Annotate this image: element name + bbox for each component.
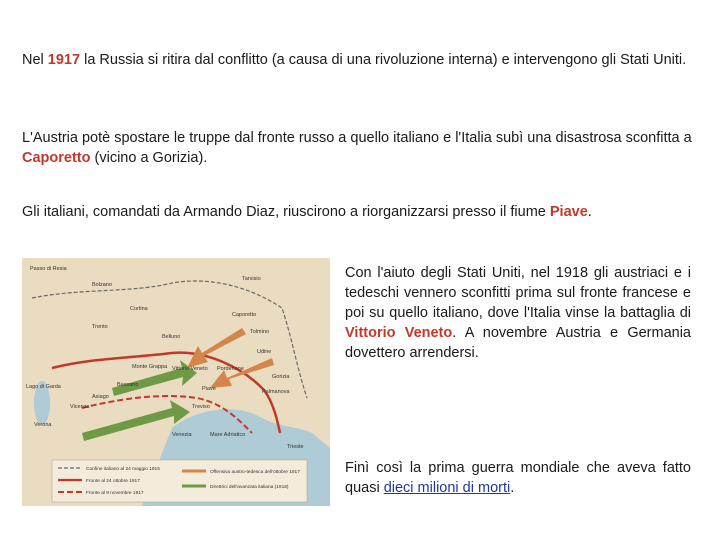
vittorio-post: . A novembre Austria e Germania dovettero arrendersi. xyxy=(345,325,691,361)
map-label: Mare Adriatico xyxy=(210,432,246,438)
map-legend-label: Fronte al 9 novembre 1917 xyxy=(86,491,144,496)
map-label: Venezia xyxy=(172,432,192,438)
fine-pre: Finì così la prima guerra mondiale che aveva fatto quasi xyxy=(345,460,691,496)
intro-post: la Russia si ritira dal conflitto (a causa di una rivoluzione interna) e intervengono gli Stati Uniti. xyxy=(80,52,687,68)
map-label: Verona xyxy=(34,422,52,428)
map-label: Asiago xyxy=(92,394,109,400)
piave-highlight: Piave xyxy=(549,204,588,220)
caporetto-highlight: Caporetto xyxy=(22,150,91,166)
vittorio-paragraph xyxy=(345,263,691,363)
map-label: Lago di Garda xyxy=(26,384,61,390)
morti-link[interactable]: dieci milioni di morti xyxy=(383,480,511,496)
map-label: Bolzano xyxy=(92,282,112,288)
map-label: Vicenza xyxy=(70,404,90,410)
map-label: Pordenone xyxy=(217,366,244,372)
piave-pre: Gli italiani, comandati da Armando Diaz, riuscirono a riorganizzarsi presso il fiume xyxy=(22,204,550,220)
intro-pre: Nel xyxy=(22,52,48,68)
map-label: Cortina xyxy=(130,306,148,312)
caporetto-pre: L'Austria potè spostare le truppe dal fronte russo a quello italiano e l'Italia subì una disastrosa sconfitta a xyxy=(22,130,692,146)
map-label: Tarvisio xyxy=(242,276,261,282)
map-label: Trento xyxy=(92,324,108,330)
piave-paragraph xyxy=(22,202,712,222)
map-label: Treviso xyxy=(192,404,210,410)
caporetto-paragraph xyxy=(22,128,712,168)
map-legend-label: Confine italiano al 24 maggio 1915 xyxy=(86,467,160,472)
fine-paragraph xyxy=(345,458,691,498)
map-label: Gorizia xyxy=(272,374,290,380)
map-label: Monte Grappa xyxy=(132,364,168,370)
map-label: Belluno xyxy=(162,334,181,340)
map-legend-label: Fronte al 24 ottobre 1917 xyxy=(86,479,140,484)
vittorio-highlight: Vittorio Veneto xyxy=(345,325,453,341)
map-label: Passo di Resia xyxy=(30,266,67,272)
map-label: Palmanova xyxy=(262,389,290,395)
caporetto-post: (vicino a Gorizia). xyxy=(90,150,208,166)
map-label: Piave xyxy=(202,386,216,392)
fine-post: . xyxy=(510,480,515,496)
map-legend-label: Direttrici dell'avanzata italiana (1918) xyxy=(210,485,289,490)
map-label: Trieste xyxy=(287,444,304,450)
map-label: Caporetto xyxy=(232,312,257,318)
vittorio-pre: Con l'aiuto degli Stati Uniti, nel 1918 gli austriaci e i tedeschi vennero sconfitti prima sul fronte francese e poi su quello italiano, dove l'Italia vinse la battaglia di xyxy=(345,265,691,321)
piave-post: . xyxy=(587,204,592,220)
year-1917: 1917 xyxy=(47,52,81,68)
map-legend-label: Offensiva austro-tedesca dell'ottobre 1917 xyxy=(210,470,300,475)
map-label: Udine xyxy=(257,349,272,355)
intro-paragraph xyxy=(22,50,712,70)
map-label: Bassano xyxy=(117,382,139,388)
map-label: Tolmino xyxy=(250,329,269,335)
war-map-image xyxy=(22,258,330,506)
map-label: Vittorio Veneto xyxy=(172,366,208,372)
